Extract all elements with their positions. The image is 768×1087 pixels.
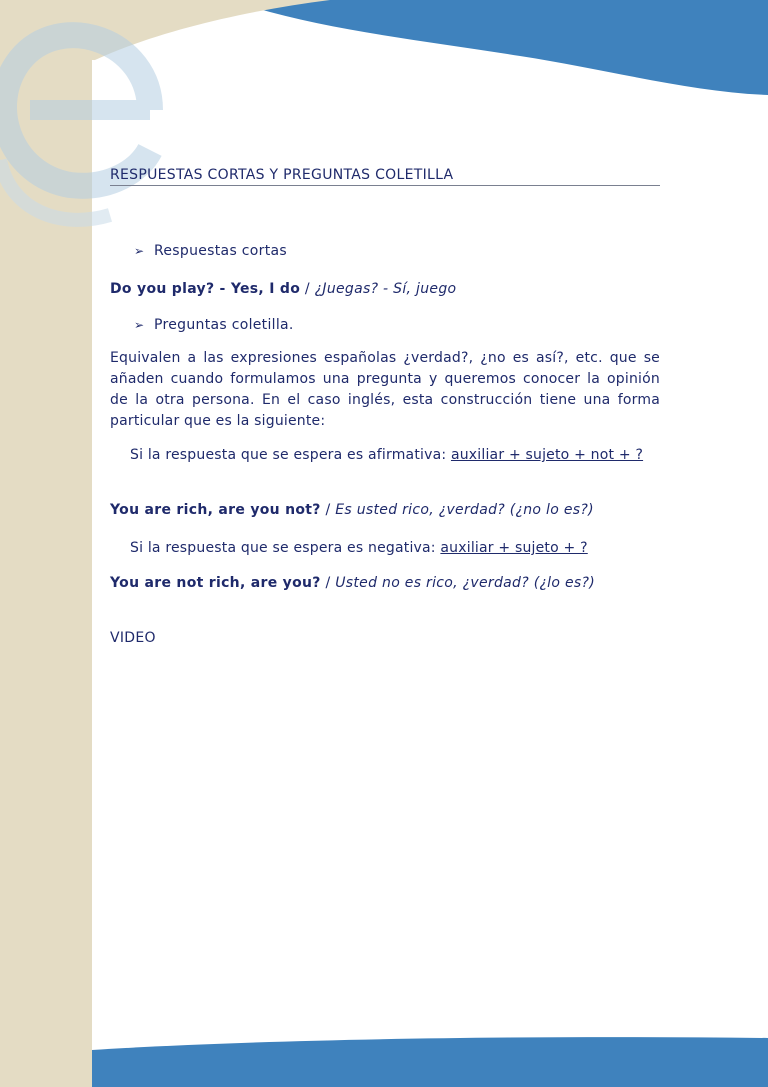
example-tag-negative <box>110 575 660 591</box>
bullet-respuestas-cortas <box>134 243 287 259</box>
arrow-bullet-icon: ➢ <box>134 244 145 258</box>
bullet-label: Respuestas cortas <box>154 243 287 259</box>
rule-negative <box>110 538 660 559</box>
rule-text: Si la respuesta que se espera es negativa: <box>130 540 441 556</box>
rule-affirmative <box>110 445 660 466</box>
example-tag-affirmative <box>110 502 660 518</box>
example-separator: / <box>300 281 315 297</box>
bullet-label: Preguntas coletilla. <box>154 317 294 333</box>
rule-text: Si la respuesta que se espera es afirmativa: <box>130 447 451 463</box>
arrow-bullet-icon: ➢ <box>134 318 145 332</box>
page-panel <box>92 60 768 1087</box>
page-title: RESPUESTAS CORTAS Y PREGUNTAS COLETILLA <box>110 167 660 186</box>
example-spanish: Es usted rico, ¿verdad? (¿no lo es?) <box>335 502 594 518</box>
video-link[interactable]: VIDEO <box>110 630 156 646</box>
example-separator: / <box>320 575 336 591</box>
example-spanish: Usted no es rico, ¿verdad? (¿lo es?) <box>335 575 595 591</box>
explanation-paragraph: Equivalen a las expresiones españolas ¿verdad?, ¿no es así?, etc. que se añaden cuando formulamos una pregunta y queremos conocer la opinión de la otra persona. En el caso inglés, esta construcción tiene una forma particular que es la siguiente: <box>110 350 660 429</box>
example-english: You are rich, are you not? <box>110 502 321 518</box>
rule-formula: auxiliar + sujeto + ? <box>440 540 588 556</box>
example-spanish: ¿Juegas? - Sí, juego <box>314 281 457 297</box>
rule-formula: auxiliar + sujeto + not + ? <box>450 447 644 463</box>
example-english: You are not rich, are you? <box>110 575 321 591</box>
example-separator: / <box>320 502 336 518</box>
bullet-preguntas-coletilla <box>134 317 294 333</box>
example-english: Do you play? - Yes, I do <box>110 281 301 297</box>
example-short-answer <box>110 281 660 297</box>
